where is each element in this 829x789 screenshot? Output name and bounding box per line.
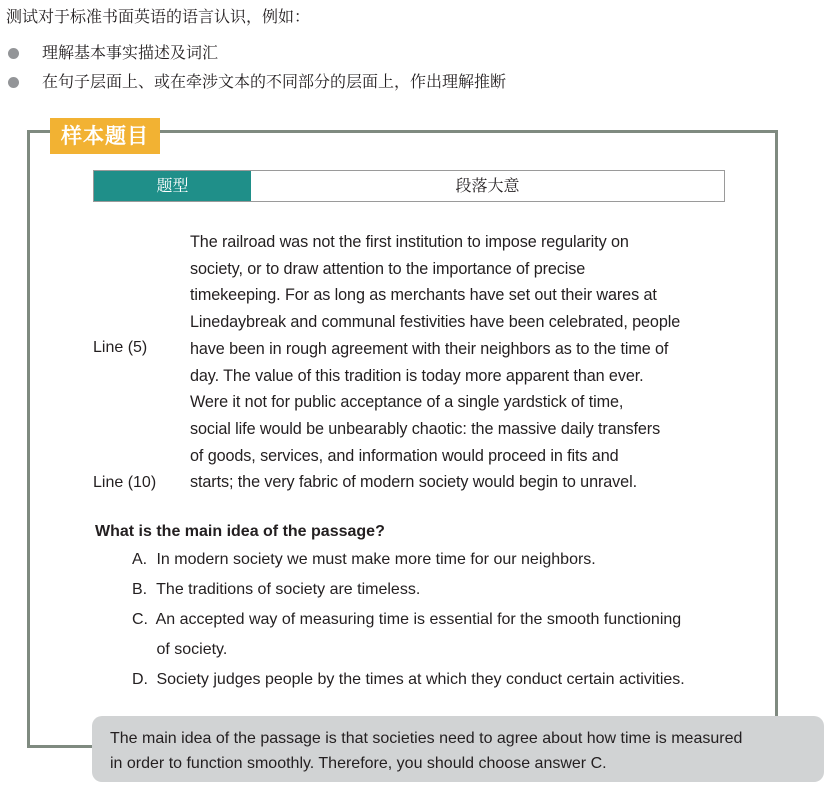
- passage-line: Linedaybreak and communal festivities have been celebrated, people: [190, 313, 681, 332]
- answer-option-b: [132, 579, 420, 601]
- passage-line: society, or to draw attention to the importance of precise: [190, 259, 586, 278]
- passage-line: day. The value of this tradition is today more apparent than ever.: [190, 366, 644, 385]
- answer-option-c: [132, 609, 681, 631]
- option-text: The traditions of society are timeless.: [156, 581, 421, 598]
- passage-line: The railroad was not the first institution to impose regularity on: [190, 233, 629, 251]
- option-text: of society.: [156, 641, 228, 658]
- bullet-dot-icon: [8, 77, 19, 88]
- passage-line: social life would be unbearably chaotic: the massive daily transfers: [190, 419, 661, 438]
- question-type-label: 题型: [94, 171, 251, 201]
- answer-option-a: [132, 549, 596, 571]
- line-marker: Line (5): [93, 339, 148, 356]
- answer-option-c-continued: [132, 639, 227, 661]
- passage-line: of goods, services, and information would proceed in fits and: [190, 446, 619, 465]
- option-text: In modern society we must make more time for our neighbors.: [156, 551, 596, 568]
- option-text: An accepted way of measuring time is essential for the smooth functioning: [155, 611, 682, 628]
- explanation-line: The main idea of the passage is that societies need to agree about how time is measured: [110, 730, 743, 747]
- answer-explanation: [92, 716, 824, 782]
- bullet-text: 在句子层面上、或在牵涉文本的不同部分的层面上，作出理解推断: [42, 72, 507, 91]
- option-text: Society judges people by the times at which they conduct certain activities.: [156, 671, 685, 688]
- intro-text: 测试对于标准书面英语的语言认识，例如：: [6, 7, 311, 26]
- passage-line: starts; the very fabric of modern society would begin to unravel.: [190, 473, 637, 492]
- line-marker: Line (10): [93, 474, 157, 491]
- explanation-line: in order to function smoothly. Therefore, you should choose answer C.: [110, 755, 607, 772]
- bullet-dot-icon: [8, 48, 19, 59]
- reading-passage: [190, 229, 750, 496]
- bullet-text: 理解基本事实描述及词汇: [42, 43, 219, 62]
- question-text: What is the main idea of the passage?: [95, 523, 385, 540]
- answer-option-d: [132, 669, 685, 691]
- passage-line: timekeeping. For as long as merchants have set out their wares at: [190, 286, 657, 305]
- option-letter: A.: [132, 551, 148, 568]
- passage-line: have been in rough agreement with their neighbors as to the time of: [190, 339, 669, 358]
- option-letter: B.: [132, 581, 148, 598]
- question-type-value: 段落大意: [455, 176, 520, 195]
- option-letter: C.: [132, 611, 148, 628]
- passage-line: Were it not for public acceptance of a single yardstick of time,: [190, 393, 624, 412]
- question-type-bar: [93, 170, 725, 202]
- sample-tag: 样本题目: [50, 118, 160, 154]
- option-letter: D.: [132, 671, 148, 688]
